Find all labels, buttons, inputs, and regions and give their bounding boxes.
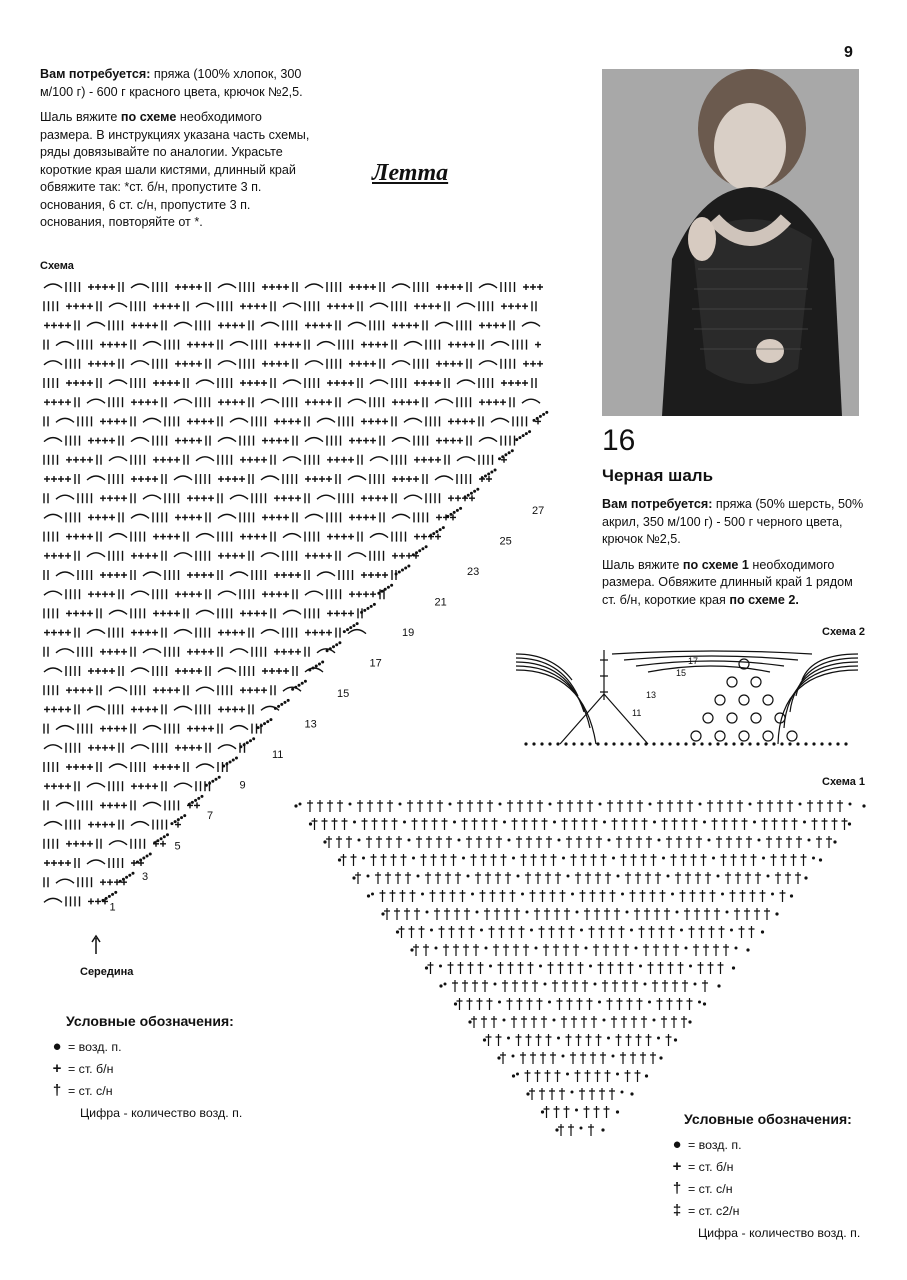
black-shawl-legend — [666, 1108, 860, 1244]
model-photo — [602, 69, 859, 416]
legend-item — [46, 1036, 242, 1058]
single-crochet-icon: + — [52, 1060, 62, 1077]
letta-legend — [46, 1010, 242, 1124]
legend-item — [666, 1134, 860, 1156]
row-number: 17 — [369, 657, 382, 670]
legend-item — [666, 1156, 860, 1178]
legend-text: = ст. с/н — [688, 1182, 733, 1196]
black-shawl-title: Черная шаль — [602, 466, 714, 485]
scheme2-row-number: 11 — [632, 708, 642, 718]
project-number: 16 — [602, 424, 636, 457]
letta-chart-label: Схема — [40, 260, 74, 272]
legend-text: = ст. с2/н — [688, 1204, 740, 1218]
row-number: 11 — [272, 749, 284, 761]
row-number: 7 — [207, 810, 214, 822]
black-shawl-materials-text: пряжа (50% шерсть, 50% акрил, 350 м/100 г) - 500 г черного цвета, крючок №2,5. — [602, 497, 864, 546]
chain-stitch-icon: ● — [52, 1038, 62, 1055]
chain-stitch-icon: ● — [672, 1136, 682, 1153]
woman-in-shawl-photo — [602, 69, 859, 416]
row-number: 21 — [434, 596, 447, 609]
legend-text: = возд. п. — [688, 1138, 742, 1152]
double-crochet-icon: † — [52, 1082, 62, 1099]
legend-note: Цифра - количество возд. п. — [698, 1226, 861, 1240]
legend-text: = возд. п. — [68, 1040, 122, 1054]
single-crochet-icon: + — [672, 1158, 682, 1175]
bs-instr-bold2: по схеме 2. — [729, 592, 799, 607]
black-shawl-instructions — [602, 557, 864, 610]
treble-crochet-icon: ‡ — [672, 1202, 682, 1219]
black-shawl-materials-label: Вам потребуется: — [602, 497, 713, 511]
double-crochet-icon: † — [672, 1180, 682, 1197]
row-number: 3 — [142, 871, 149, 883]
row-number: 13 — [304, 718, 317, 731]
center-label: Середина — [80, 966, 134, 978]
legend-note: Цифра - количество возд. п. — [80, 1106, 243, 1120]
scheme1-label: Схема 1 — [822, 776, 866, 788]
letta-materials-label: Вам потребуется: — [40, 67, 151, 81]
edging-arcs — [516, 650, 858, 746]
row-number: 19 — [402, 627, 415, 639]
letta-materials — [40, 66, 310, 101]
scheme1-triangle-diagram — [294, 790, 866, 1150]
row-number: 23 — [467, 566, 480, 578]
legend-text: = ст. с/н — [68, 1084, 113, 1098]
row-number: 15 — [337, 688, 350, 700]
page-number: 9 — [844, 44, 853, 61]
scheme2-label: Схема 2 — [822, 626, 866, 638]
row-number: 25 — [499, 535, 512, 548]
legend-item — [46, 1080, 242, 1102]
scheme2-row-number: 15 — [676, 668, 687, 678]
scheme2-edging-diagram — [512, 640, 862, 770]
letta-materials-text: пряжа (100% хлопок, 300 м/100 г) - 600 г красного цвета, крючок №2,5. — [40, 67, 303, 99]
letta-legend-title: Условные обозначения: — [66, 1013, 234, 1029]
row-number: 9 — [239, 779, 246, 792]
row-number: 1 — [109, 901, 116, 914]
letta-instr-part1: Шаль вяжите — [40, 110, 121, 124]
letta-description — [40, 66, 310, 240]
letta-instr-bold: по схеме — [120, 110, 177, 124]
bs-instr-bold1: по схеме 1 — [682, 557, 749, 572]
bs-instr-part2: необходимого размера. Обвяжите длинный край 1 рядом ст. б/н, короткие края — [602, 557, 853, 607]
scheme2-row-number: 13 — [646, 690, 657, 700]
triangle-stitch-rows — [294, 800, 865, 1136]
black-shawl-description — [602, 496, 864, 617]
legend-item — [46, 1058, 242, 1080]
legend-text: = ст. б/н — [68, 1062, 114, 1076]
bs-instr-part1: Шаль вяжите — [602, 557, 683, 572]
letta-instr-part2: необходимого размера. В инструкциях указана часть схемы, ряды довязывайте по аналогии. Украсьте короткие края шали кистями, длинный край обвяжите так: *ст. б/н, пропустите 3 п. основания, 6 ст. с/н, пропустите 3 п. основания, повторяйте от *. — [40, 110, 310, 229]
letta-title: Летта — [372, 160, 449, 186]
legend-item — [666, 1178, 860, 1200]
scheme2-row-number: 17 — [688, 656, 699, 666]
center-arrow-icon — [92, 936, 100, 954]
black-shawl-materials — [602, 496, 864, 549]
black-shawl-legend-title: Условные обозначения: — [684, 1111, 852, 1127]
letta-instructions — [40, 109, 310, 232]
legend-item — [666, 1200, 860, 1222]
row-number: 27 — [532, 505, 545, 517]
row-number: 5 — [174, 840, 181, 853]
legend-text: = ст. б/н — [688, 1160, 734, 1174]
